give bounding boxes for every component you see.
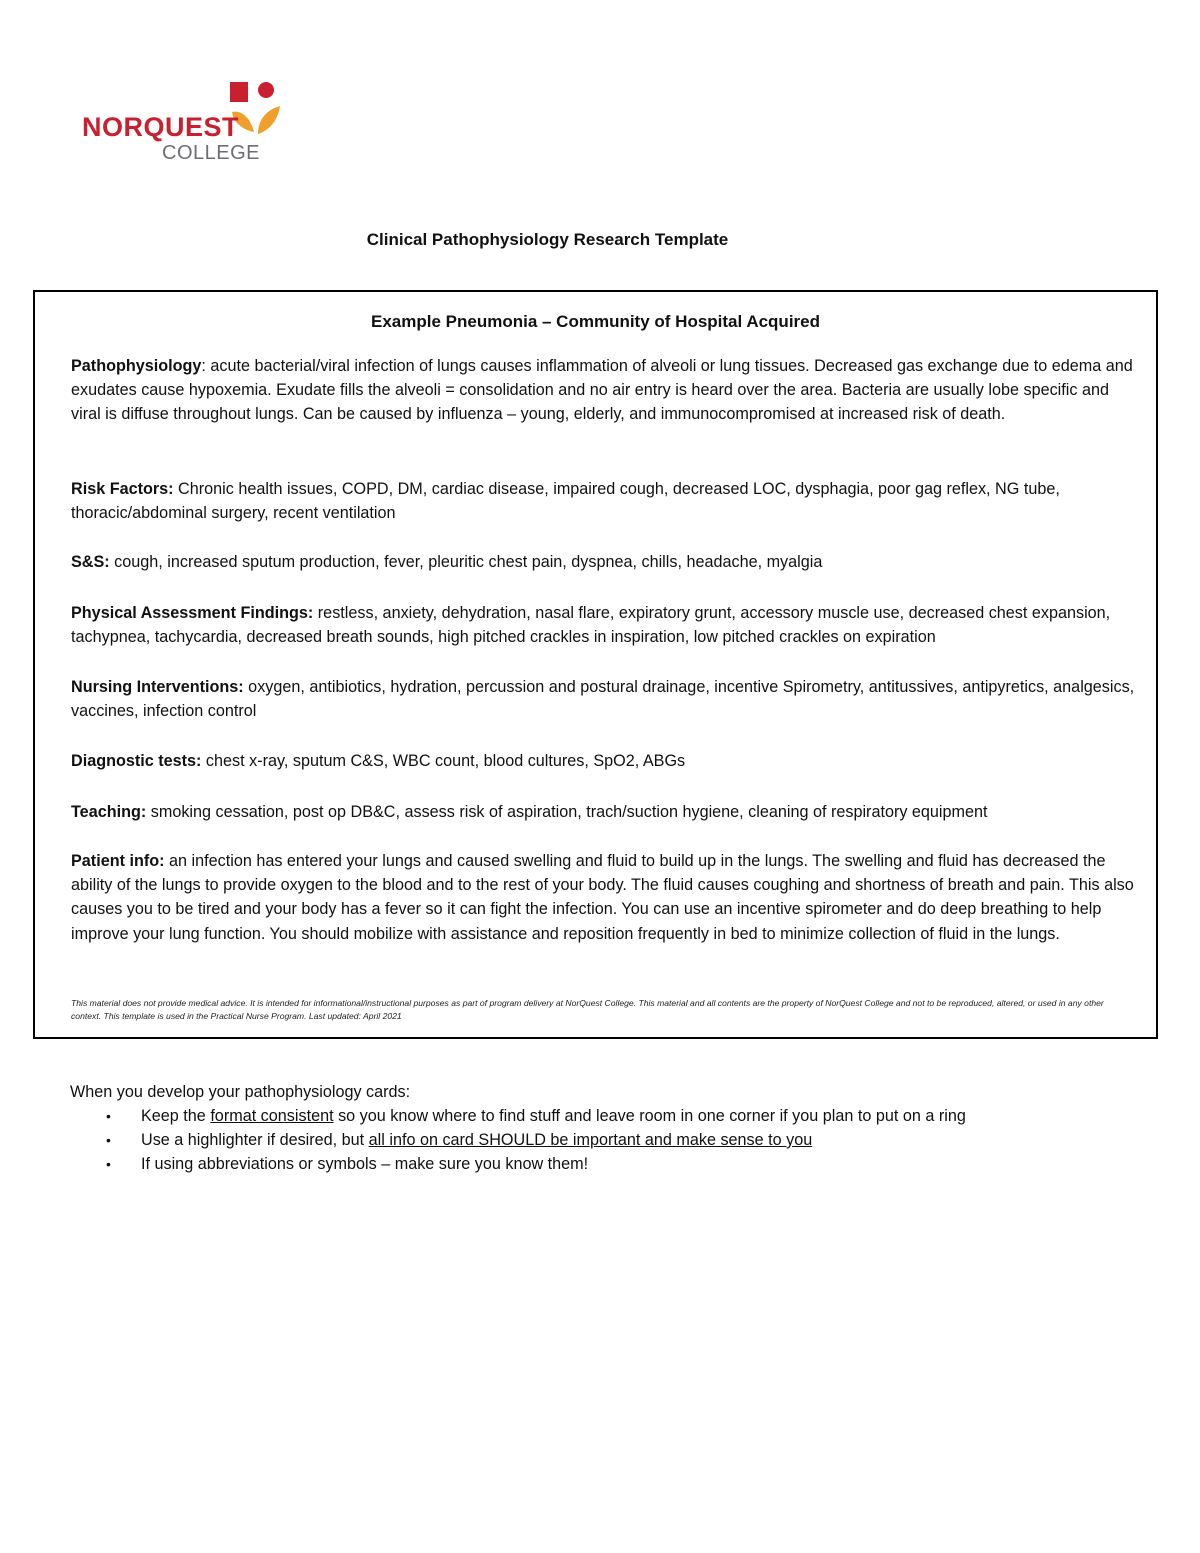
section-diagnostic-tests [71,749,1141,773]
section-label: Teaching: [71,803,147,821]
tip-underlined: format consistent [210,1107,334,1125]
card-title: Example Pneumonia – Community of Hospital Acquired [371,312,820,331]
tip-text: so you know where to find stuff and leave room in one corner if you plan to put on a ring [333,1107,966,1125]
section-nursing-interventions [71,675,1141,723]
section-text: chest x-ray, sputum C&S, WBC count, blood cultures, SpO2, ABGs [201,752,686,770]
list-item [70,1152,1150,1176]
section-text: smoking cessation, post op DB&C, assess risk of aspiration, trach/suction hygiene, cleaning of respiratory equipment [146,803,988,821]
tips-heading: When you develop your pathophysiology cards: [70,1083,411,1101]
section-text: cough, increased sputum production, fever, pleuritic chest pain, dyspnea, chills, headache, myalgia [109,553,823,571]
section-patient-info [71,849,1141,946]
list-item [70,1128,1150,1152]
bullet-icon: • [106,1156,111,1172]
section-teaching [71,800,1141,824]
tip-text: Keep the [141,1107,211,1125]
tip-underlined: all info on card SHOULD be important and make sense to you [368,1131,813,1149]
section-signs-symptoms [71,550,1141,574]
pathophysiology-card [33,290,1158,1039]
document-title: Clinical Pathophysiology Research Template [366,230,729,249]
section-label: S&S: [71,553,110,571]
section-text: Chronic health issues, COPD, DM, cardiac disease, impaired cough, decreased LOC, dysphagia, poor gag reflex, NG tube, thoracic/abdominal surgery, recent ventilation [71,480,1060,523]
bullet-icon: • [106,1108,111,1124]
section-label: Pathophysiology [71,357,202,375]
logo-subtitle: COLLEGE [162,142,260,164]
tips-list [70,1104,1150,1176]
section-label: Diagnostic tests: [71,752,202,770]
section-text: oxygen, antibiotics, hydration, percussion and postural drainage, incentive Spirometry, antitussives, antipyretics, analgesics, vaccines, infection control [71,678,1135,721]
disclaimer-text: This material does not provide medical advice. It is intended for informational/instructional purposes as part of program delivery at NorQuest College. This material and all contents are the property of NorQuest College and not to be reproduced, altered, or used in any other context. This template is used in the Practical Nurse Program. Last updated: April 2021 [71,998,1104,1021]
tip-text: Use a highlighter if desired, but [141,1131,369,1149]
bullet-icon: • [106,1132,111,1148]
section-text: : acute bacterial/viral infection of lungs causes inflammation of alveoli or lung tissues. Decreased gas exchange due to edema and exudates cause hypoxemia. Exudate fills the alveoli = consolidation and no air entry is heard over the area. Bacteria are usually lobe specific and viral is diffuse throughout lungs. Can be caused by influenza – young, elderly, and immunocompromised at increased risk of death. [71,357,1133,424]
section-label: Patient info: [71,852,165,870]
list-item [70,1104,1150,1128]
norquest-college-logo [80,80,290,170]
tips-section [70,1080,1150,1176]
section-pathophysiology [71,354,1141,427]
tip-text: If using abbreviations or symbols – make sure you know them! [141,1155,589,1173]
logo-wordmark: NORQUEST [82,112,240,142]
section-text: restless, anxiety, dehydration, nasal flare, expiratory grunt, accessory muscle use, decreased chest expansion, tachypnea, tachycardia, decreased breath sounds, high pitched crackles in inspiration, low pitched crackles on expiration [71,604,1111,647]
section-risk-factors [71,477,1141,525]
section-label: Physical Assessment Findings: [71,604,314,622]
section-text: an infection has entered your lungs and caused swelling and fluid to build up in the lungs. The swelling and fluid has decreased the ability of the lungs to provide oxygen to the blood and to the rest of your body. The fluid causes coughing and shortness of breath and pain. This also causes you to be tired and your body has a fever so it can fight the infection. You can use an incentive spirometer and do deep breathing to help improve your lung function. You should mobilize with assistance and reposition frequently in bed to minimize collection of fluid in the lungs. [71,852,1134,943]
section-label: Risk Factors: [71,480,174,498]
section-physical-assessment [71,601,1141,649]
section-label: Nursing Interventions: [71,678,244,696]
